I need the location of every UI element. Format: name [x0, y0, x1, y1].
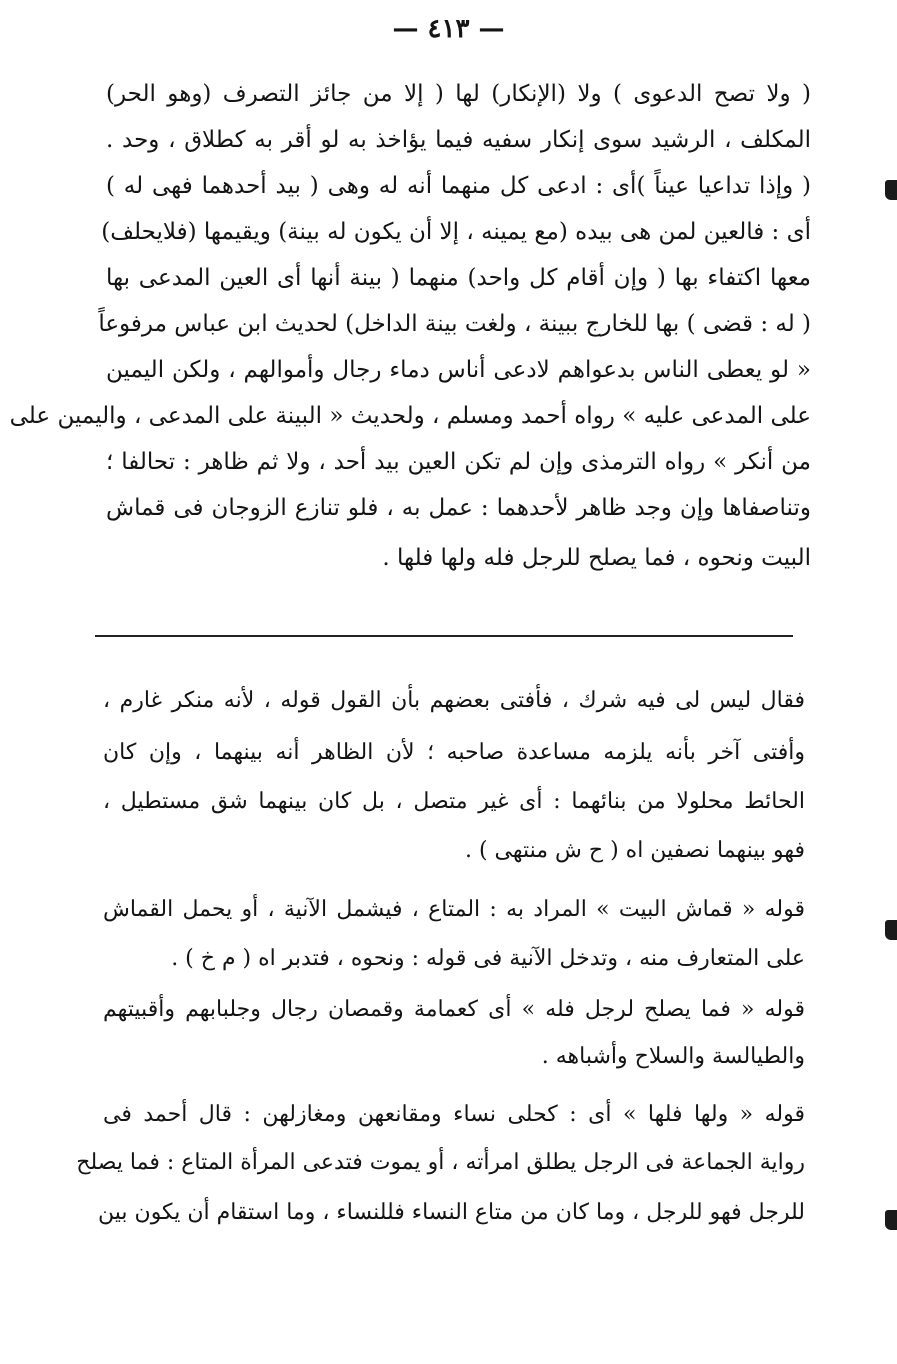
note-line: قوله « ولها فلها » أى : كحلى نساء ومقانعهن ومغازلهن : قال أحمد فى — [103, 1102, 805, 1127]
main-line: وتناصفاها وإن وجد ظاهر لأحدهما : عمل به ، فلو تنازع الزوجان فى قماش — [106, 495, 811, 521]
margin-mark — [885, 1210, 897, 1230]
note-line: الحائط محلولا من بنائهما : أى غير متصل ، بل كان بينهما شق مستطيل ، — [103, 789, 805, 814]
main-line: ( له : قضى ) بها للخارج ببينة ، ولغت بينة الداخل) لحديث ابن عباس مرفوعاً — [98, 311, 811, 337]
main-line: أى : فالعين لمن هى بيده (مع يمينه ، إلا أن يكون له بينة) ويقيمها (فلايحلف) — [101, 219, 811, 245]
note-line: فهو بينهما نصفين اه ( ح ش منتهى ) . — [464, 838, 805, 863]
note-line: للرجل فهو للرجل ، وما كان من متاع النساء فللنساء ، وما استقام أن يكون بين — [98, 1200, 805, 1225]
main-line: ( ولا تصح الدعوى ) ولا (الإنكار) لها ( إلا من جائز التصرف (وهو الحر) — [106, 81, 811, 107]
note-line: وأفتى آخر بأنه يلزمه مساعدة صاحبه ؛ لأن الظاهر أنه بينهما ، وإن كان — [103, 740, 805, 765]
note-line: فقال ليس لى فيه شرك ، فأفتى بعضهم بأن القول قوله ، لأنه منكر غارم ، — [103, 688, 805, 713]
note-line: قوله « فما يصلح لرجل فله » أى كعمامة وقمصان رجال وجلبابهم وأقبيتهم — [103, 997, 805, 1022]
margin-mark — [885, 920, 897, 940]
main-line: على المدعى عليه » رواه أحمد ومسلم ، ولحديث « البينة على المدعى ، واليمين على — [9, 403, 811, 429]
main-line: « لو يعطى الناس بدعواهم لادعى أناس دماء رجال وأموالهم ، ولكن اليمين — [106, 357, 811, 383]
margin-mark — [885, 180, 897, 200]
note-line: رواية الجماعة فى الرجل يطلق امرأته ، أو يموت فتدعى المرأة المتاع : فما يصلح — [76, 1150, 805, 1175]
main-line: معها اكتفاء بها ( وإن أقام كل واحد) منهما ( بينة أنها أى العين المدعى بها — [106, 265, 811, 291]
note-line: على المتعارف منه ، وتدخل الآنية فى قوله : ونحوه ، فتدبر اه ( م خ ) . — [171, 946, 805, 971]
main-line: من أنكر » رواه الترمذى وإن لم تكن العين بيد أحد ، ولا ثم ظاهر : تحالفا ؛ — [106, 449, 811, 475]
footnote-divider — [95, 635, 793, 637]
main-line: المكلف ، الرشيد سوى إنكار سفيه فيما يؤاخذ به لو أقر به كطلاق ، وحد . — [106, 127, 811, 153]
page-number: — ٤١٣ — — [392, 14, 505, 44]
note-line: والطيالسة والسلاح وأشباهه . — [541, 1044, 805, 1069]
main-line: ( وإذا تداعيا عيناً )أى : ادعى كل منهما أنه له وهى ( بيد أحدهما فهى له ) — [106, 173, 811, 199]
note-line: قوله « قماش البيت » المراد به : المتاع ، فيشمل الآنية ، أو يحمل القماش — [103, 897, 805, 922]
main-line: البيت ونحوه ، فما يصلح للرجل فله ولها فلها . — [382, 545, 811, 571]
